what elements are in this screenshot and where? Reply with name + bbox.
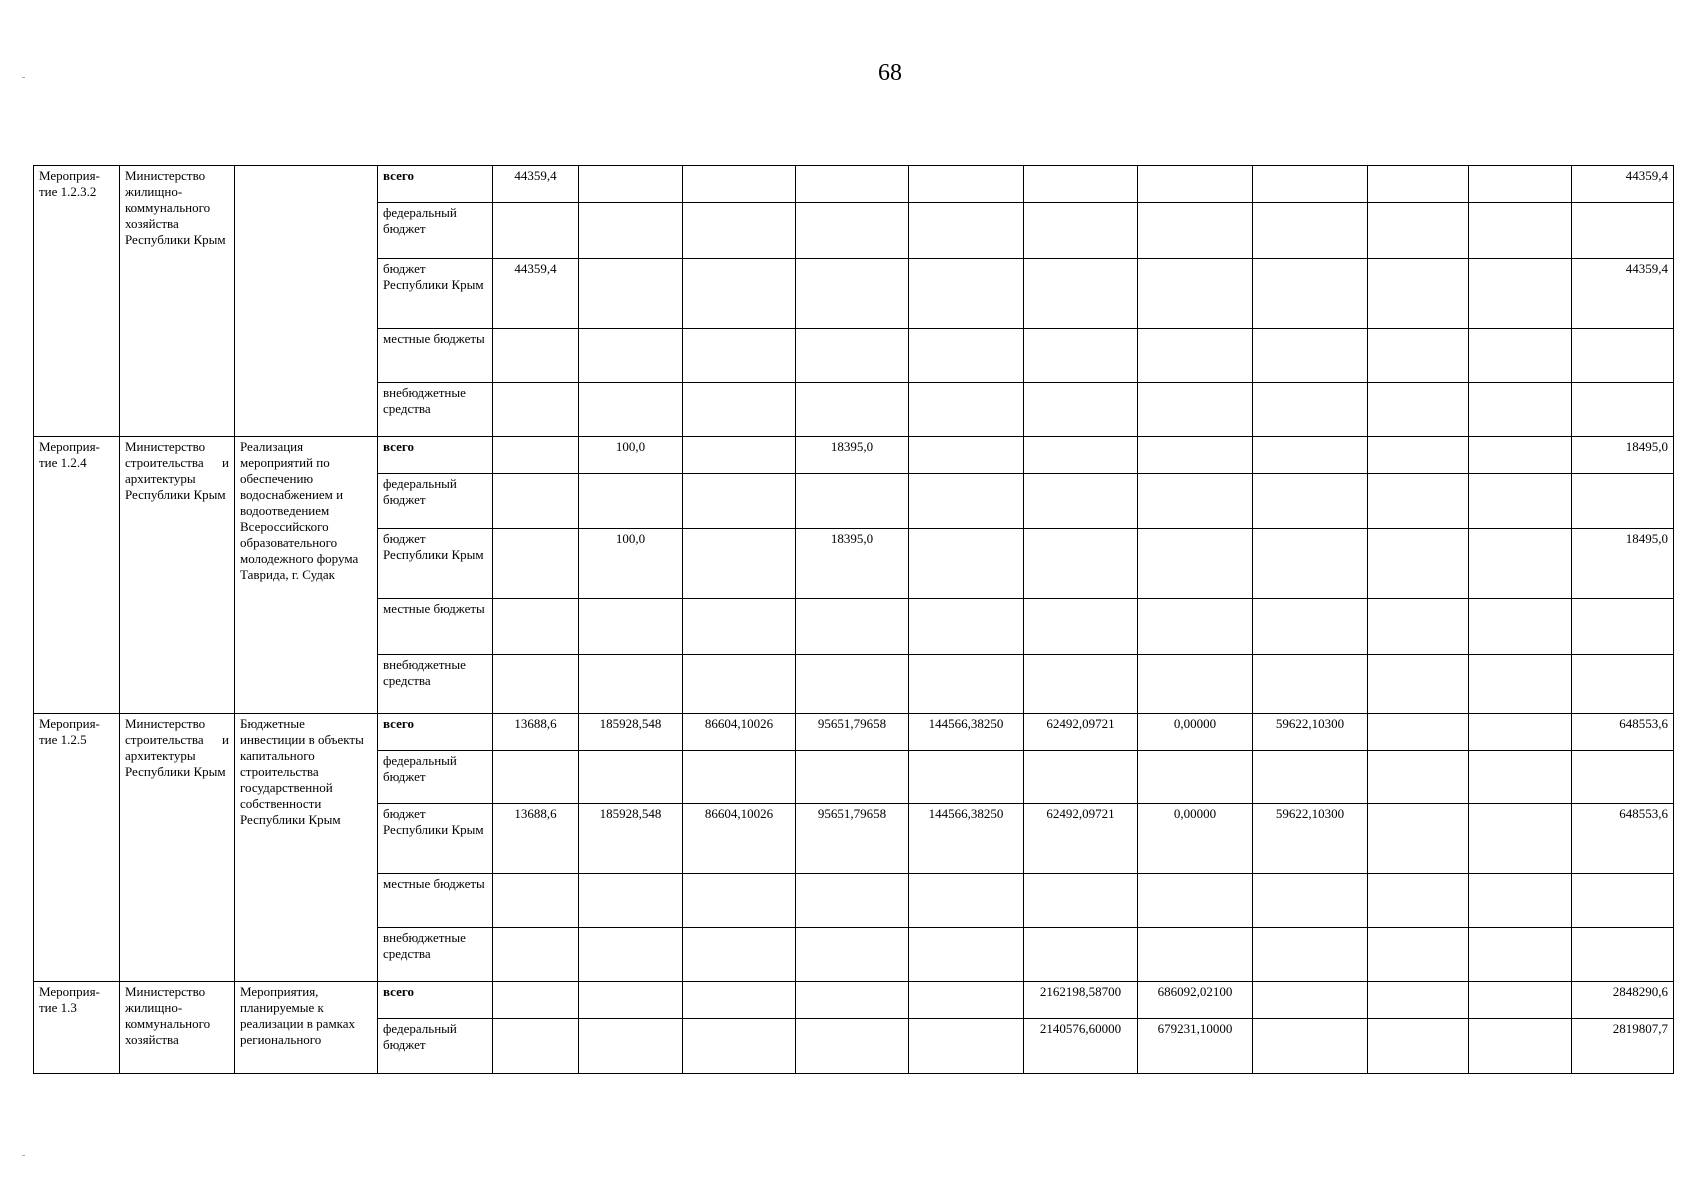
value-cell: 44359,4: [493, 259, 579, 329]
value-cell: [796, 259, 909, 329]
value-cell: [1253, 751, 1368, 804]
measure-name: Реализация мероприятий по обеспечению водоснабжением и водоотведением Всероссийского образовательного молодежного форума Таврида, г. Судак: [235, 437, 378, 714]
total-cell: [1572, 383, 1674, 437]
funding-source: всего: [378, 166, 493, 203]
value-cell: [1138, 437, 1253, 474]
value-cell: [683, 259, 796, 329]
value-cell: [493, 599, 579, 655]
value-cell: [1138, 655, 1253, 714]
measure-name: Бюджетные инвестиции в объекты капитального строительства государственной собственности Республики Крым: [235, 714, 378, 982]
value-cell: [1368, 599, 1469, 655]
value-cell: [579, 166, 683, 203]
value-cell: 59622,10300: [1253, 714, 1368, 751]
value-cell: [1469, 259, 1572, 329]
value-cell: [909, 655, 1024, 714]
total-cell: [1572, 655, 1674, 714]
value-cell: [1024, 437, 1138, 474]
value-cell: [796, 383, 909, 437]
value-cell: [909, 259, 1024, 329]
value-cell: [1024, 599, 1138, 655]
value-cell: [683, 751, 796, 804]
value-cell: [796, 655, 909, 714]
value-cell: [579, 599, 683, 655]
total-cell: 18495,0: [1572, 437, 1674, 474]
value-cell: [1024, 166, 1138, 203]
value-cell: [579, 751, 683, 804]
value-cell: [1024, 655, 1138, 714]
value-cell: [909, 751, 1024, 804]
value-cell: [683, 928, 796, 982]
measure-code: Мероприя-тие 1.2.4: [34, 437, 120, 714]
total-cell: 2848290,6: [1572, 982, 1674, 1019]
value-cell: [909, 1019, 1024, 1074]
value-cell: 62492,09721: [1024, 714, 1138, 751]
value-cell: [909, 437, 1024, 474]
value-cell: [909, 599, 1024, 655]
executor-cell: Министерство жилищно-коммунального хозяйства: [120, 982, 235, 1074]
value-cell: [1253, 437, 1368, 474]
value-cell: [1138, 259, 1253, 329]
value-cell: [1138, 474, 1253, 529]
value-cell: [683, 437, 796, 474]
value-cell: [1368, 874, 1469, 928]
value-cell: [1024, 751, 1138, 804]
value-cell: [1138, 874, 1253, 928]
value-cell: [1138, 928, 1253, 982]
value-cell: [1253, 259, 1368, 329]
value-cell: [683, 982, 796, 1019]
value-cell: [579, 259, 683, 329]
value-cell: [1368, 655, 1469, 714]
value-cell: [579, 474, 683, 529]
value-cell: [909, 166, 1024, 203]
value-cell: [493, 329, 579, 383]
value-cell: 100,0: [579, 437, 683, 474]
value-cell: [493, 982, 579, 1019]
value-cell: [909, 329, 1024, 383]
funding-source: внебюджетные средства: [378, 383, 493, 437]
total-cell: [1572, 751, 1674, 804]
total-cell: [1572, 928, 1674, 982]
value-cell: [579, 982, 683, 1019]
total-cell: [1572, 474, 1674, 529]
value-cell: 2162198,58700: [1024, 982, 1138, 1019]
funding-source: всего: [378, 714, 493, 751]
value-cell: [579, 329, 683, 383]
funding-source: всего: [378, 982, 493, 1019]
value-cell: [1253, 203, 1368, 259]
value-cell: [683, 529, 796, 599]
value-cell: [683, 655, 796, 714]
value-cell: [1368, 437, 1469, 474]
value-cell: [493, 751, 579, 804]
total-cell: 18495,0: [1572, 529, 1674, 599]
funding-source: бюджет Республики Крым: [378, 259, 493, 329]
value-cell: [1368, 982, 1469, 1019]
value-cell: [1368, 751, 1469, 804]
value-cell: 679231,10000: [1138, 1019, 1253, 1074]
value-cell: [796, 928, 909, 982]
value-cell: [1368, 259, 1469, 329]
value-cell: [1253, 982, 1368, 1019]
value-cell: [1253, 1019, 1368, 1074]
value-cell: [796, 166, 909, 203]
value-cell: [683, 166, 796, 203]
value-cell: [1253, 599, 1368, 655]
funding-source: местные бюджеты: [378, 329, 493, 383]
value-cell: [579, 874, 683, 928]
value-cell: [1368, 203, 1469, 259]
measure-name: [235, 166, 378, 437]
value-cell: [1024, 874, 1138, 928]
executor-cell: Министерство жилищно-коммунального хозяйства Республики Крым: [120, 166, 235, 437]
value-cell: [1024, 259, 1138, 329]
value-cell: [1024, 529, 1138, 599]
value-cell: [493, 203, 579, 259]
value-cell: 95651,79658: [796, 804, 909, 874]
value-cell: [1469, 383, 1572, 437]
value-cell: [1253, 383, 1368, 437]
value-cell: 13688,6: [493, 804, 579, 874]
value-cell: [1024, 928, 1138, 982]
measure-name: Мероприятия, планируемые к реализации в рамках регионального: [235, 982, 378, 1074]
total-cell: [1572, 874, 1674, 928]
value-cell: [1469, 529, 1572, 599]
value-cell: [909, 203, 1024, 259]
value-cell: [1253, 655, 1368, 714]
executor-cell: Министерство строительства и архитектуры Республики Крым: [120, 437, 235, 714]
value-cell: 2140576,60000: [1024, 1019, 1138, 1074]
value-cell: [909, 383, 1024, 437]
value-cell: [1469, 474, 1572, 529]
value-cell: [1368, 714, 1469, 751]
value-cell: [1253, 529, 1368, 599]
value-cell: [796, 751, 909, 804]
value-cell: [1368, 804, 1469, 874]
value-cell: [493, 474, 579, 529]
value-cell: [909, 529, 1024, 599]
funding-source: бюджет Республики Крым: [378, 529, 493, 599]
value-cell: [1138, 529, 1253, 599]
table-row: [34, 437, 1674, 474]
value-cell: [1469, 982, 1572, 1019]
value-cell: [493, 1019, 579, 1074]
value-cell: [683, 874, 796, 928]
value-cell: 44359,4: [493, 166, 579, 203]
value-cell: [579, 928, 683, 982]
total-cell: 2819807,7: [1572, 1019, 1674, 1074]
value-cell: [1138, 329, 1253, 383]
value-cell: [1253, 166, 1368, 203]
funding-source: местные бюджеты: [378, 599, 493, 655]
funding-source: федеральный бюджет: [378, 474, 493, 529]
total-cell: [1572, 203, 1674, 259]
value-cell: 185928,548: [579, 714, 683, 751]
scan-mark: -: [22, 72, 26, 83]
value-cell: [1138, 751, 1253, 804]
value-cell: [1469, 1019, 1572, 1074]
funding-source: внебюджетные средства: [378, 655, 493, 714]
value-cell: [1253, 329, 1368, 383]
value-cell: [1368, 166, 1469, 203]
value-cell: 144566,38250: [909, 714, 1024, 751]
table-row: [34, 982, 1674, 1019]
value-cell: [683, 383, 796, 437]
value-cell: [1469, 804, 1572, 874]
funding-source: всего: [378, 437, 493, 474]
value-cell: [1368, 928, 1469, 982]
value-cell: [909, 982, 1024, 1019]
value-cell: 185928,548: [579, 804, 683, 874]
value-cell: [1368, 1019, 1469, 1074]
value-cell: [1138, 599, 1253, 655]
value-cell: 86604,10026: [683, 714, 796, 751]
funding-source: местные бюджеты: [378, 874, 493, 928]
value-cell: [796, 874, 909, 928]
value-cell: [1469, 874, 1572, 928]
value-cell: [683, 599, 796, 655]
value-cell: [1024, 474, 1138, 529]
value-cell: [493, 529, 579, 599]
value-cell: [579, 203, 683, 259]
value-cell: [796, 329, 909, 383]
value-cell: 59622,10300: [1253, 804, 1368, 874]
value-cell: [1469, 166, 1572, 203]
value-cell: [1469, 928, 1572, 982]
value-cell: [1469, 599, 1572, 655]
funding-source: федеральный бюджет: [378, 1019, 493, 1074]
value-cell: [683, 474, 796, 529]
scan-mark: -: [22, 1150, 26, 1161]
value-cell: [1368, 329, 1469, 383]
value-cell: [1469, 437, 1572, 474]
value-cell: [1138, 203, 1253, 259]
value-cell: 144566,38250: [909, 804, 1024, 874]
value-cell: [493, 383, 579, 437]
value-cell: [579, 1019, 683, 1074]
value-cell: [796, 203, 909, 259]
total-cell: [1572, 329, 1674, 383]
value-cell: 0,00000: [1138, 714, 1253, 751]
value-cell: [1138, 383, 1253, 437]
value-cell: [796, 599, 909, 655]
value-cell: [1368, 383, 1469, 437]
value-cell: [683, 203, 796, 259]
executor-cell: Министерство строительства и архитектуры Республики Крым: [120, 714, 235, 982]
value-cell: [909, 474, 1024, 529]
value-cell: [1024, 383, 1138, 437]
value-cell: [493, 437, 579, 474]
value-cell: 18395,0: [796, 437, 909, 474]
value-cell: [683, 1019, 796, 1074]
value-cell: [1469, 203, 1572, 259]
value-cell: 62492,09721: [1024, 804, 1138, 874]
value-cell: [1253, 474, 1368, 529]
total-cell: 44359,4: [1572, 166, 1674, 203]
value-cell: [796, 1019, 909, 1074]
funding-source: федеральный бюджет: [378, 751, 493, 804]
total-cell: 44359,4: [1572, 259, 1674, 329]
value-cell: [1469, 655, 1572, 714]
measure-code: Мероприя-тие 1.2.5: [34, 714, 120, 982]
value-cell: [1368, 529, 1469, 599]
value-cell: [493, 655, 579, 714]
value-cell: [1469, 714, 1572, 751]
total-cell: 648553,6: [1572, 804, 1674, 874]
value-cell: 686092,02100: [1138, 982, 1253, 1019]
value-cell: [1469, 329, 1572, 383]
value-cell: [1024, 203, 1138, 259]
value-cell: [1253, 928, 1368, 982]
value-cell: 0,00000: [1138, 804, 1253, 874]
total-cell: [1572, 599, 1674, 655]
budget-table: [33, 165, 1674, 1074]
value-cell: [1024, 329, 1138, 383]
total-cell: 648553,6: [1572, 714, 1674, 751]
value-cell: [579, 383, 683, 437]
value-cell: [909, 874, 1024, 928]
value-cell: 86604,10026: [683, 804, 796, 874]
value-cell: 100,0: [579, 529, 683, 599]
funding-source: внебюджетные средства: [378, 928, 493, 982]
funding-source: федеральный бюджет: [378, 203, 493, 259]
value-cell: [579, 655, 683, 714]
table-row: [34, 714, 1674, 751]
value-cell: [909, 928, 1024, 982]
value-cell: 13688,6: [493, 714, 579, 751]
value-cell: [1253, 874, 1368, 928]
value-cell: [796, 474, 909, 529]
page-number: 68: [878, 60, 902, 86]
value-cell: [493, 874, 579, 928]
table-row: [34, 166, 1674, 203]
measure-code: Мероприя-тие 1.3: [34, 982, 120, 1074]
value-cell: [796, 982, 909, 1019]
value-cell: [683, 329, 796, 383]
value-cell: [1138, 166, 1253, 203]
funding-source: бюджет Республики Крым: [378, 804, 493, 874]
measure-code: Мероприя-тие 1.2.3.2: [34, 166, 120, 437]
value-cell: [1368, 474, 1469, 529]
value-cell: 18395,0: [796, 529, 909, 599]
value-cell: [1469, 751, 1572, 804]
value-cell: [493, 928, 579, 982]
value-cell: 95651,79658: [796, 714, 909, 751]
